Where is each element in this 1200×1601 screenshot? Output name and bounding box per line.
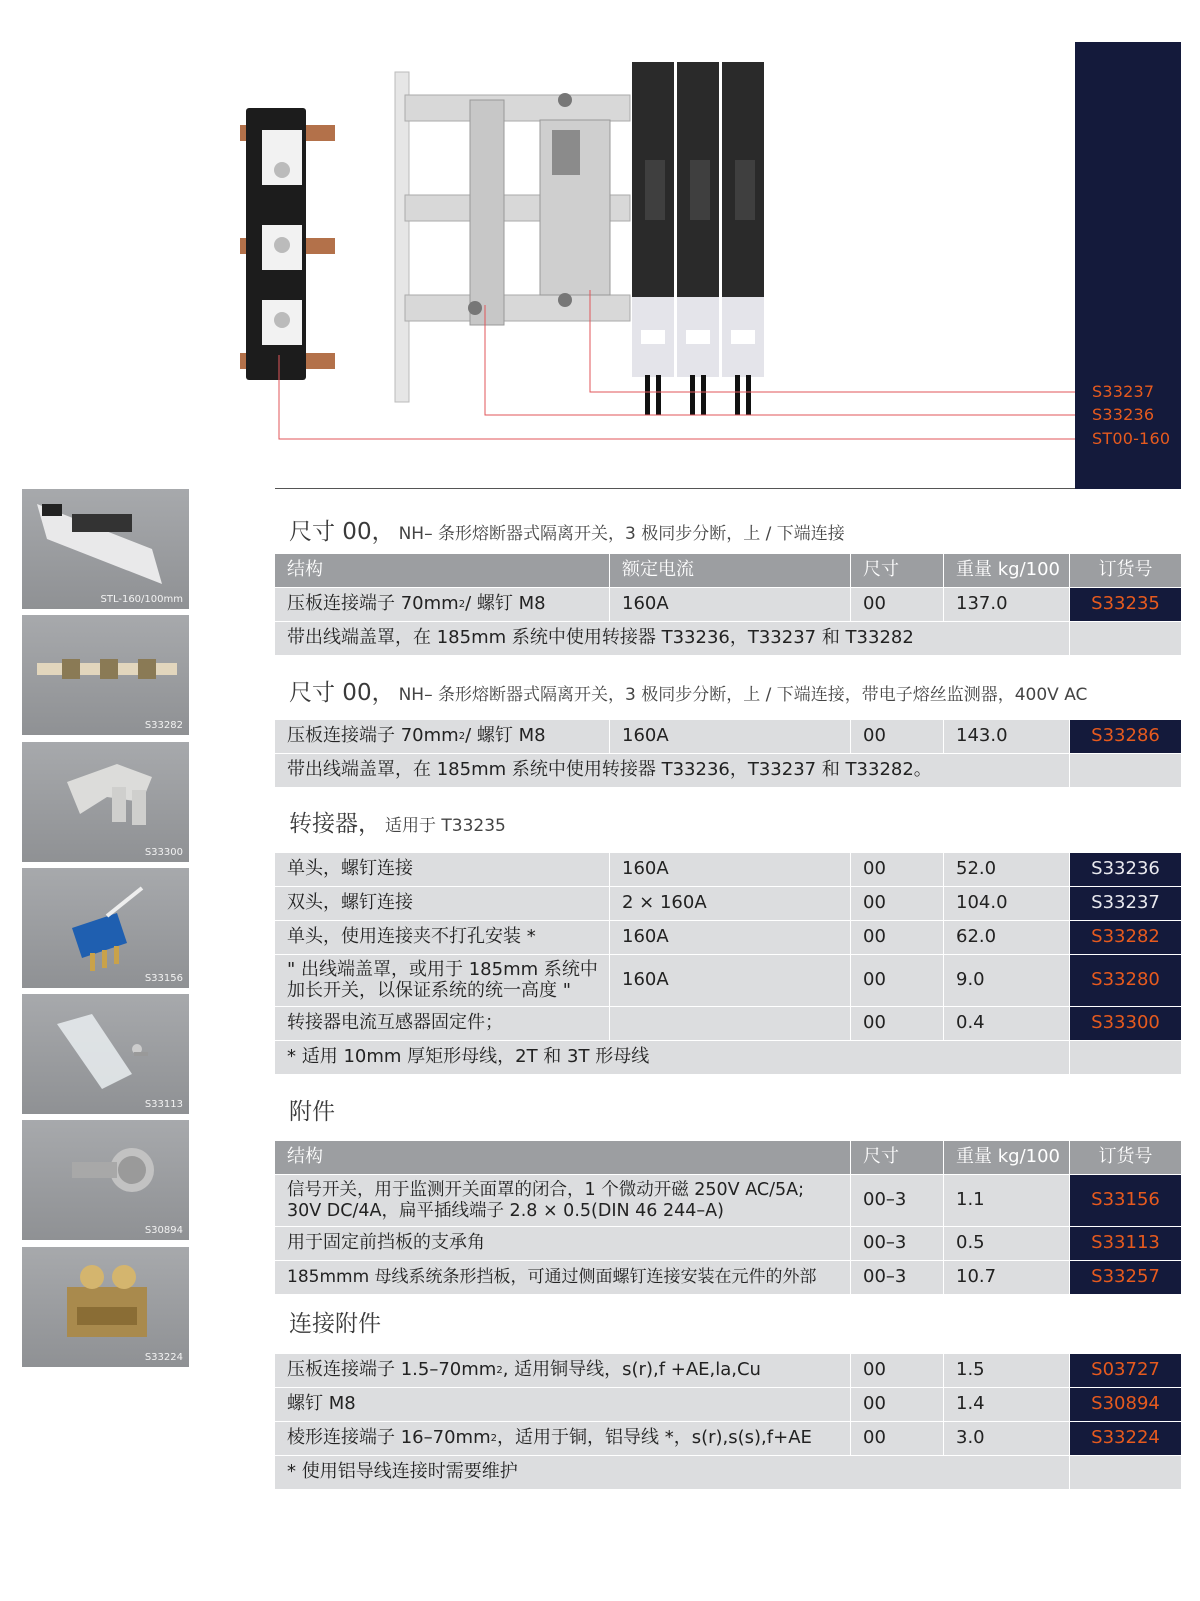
section-title <box>289 1305 381 1338</box>
section-title-text: 转接器， <box>289 811 381 837</box>
cell-weight: 10.7 <box>944 1261 1070 1294</box>
thumbnail-s33282 <box>22 615 189 735</box>
table-row <box>275 1175 1181 1227</box>
header-cell: 尺寸 <box>851 1141 944 1174</box>
cell-order-number: S03727 <box>1070 1354 1181 1387</box>
table-note-row <box>275 1456 1181 1490</box>
cell-order-number: S33235 <box>1070 588 1181 621</box>
cell-order-number: S33236 <box>1070 853 1181 886</box>
cell-size: 00 <box>851 588 944 621</box>
section-title-text: 连接附件 <box>289 1311 381 1337</box>
busbar-adapter-frame-icon <box>395 72 630 402</box>
cell-size: 00–3 <box>851 1261 944 1294</box>
screw-icon <box>22 1120 189 1240</box>
single-fuse-base-icon <box>240 108 335 380</box>
table-row <box>275 720 1181 754</box>
note-text: * 适用 10mm 厚矩形母线，2T 和 3T 形母线 <box>275 1041 1070 1074</box>
thumbnail-caption: S33156 <box>144 972 183 984</box>
section-subtitle: NH– 条形熔断器式隔离开关，3 极同步分断，上 / 下端连接 <box>398 524 845 544</box>
table-header <box>275 554 1181 588</box>
section-subtitle: NH– 条形熔断器式隔离开关，3 极同步分断，上 / 下端连接，带电子熔丝监测器，400V AC <box>398 685 1088 705</box>
note-text: * 使用铝导线连接时需要维护 <box>275 1456 1070 1489</box>
cell-weight: 9.0 <box>944 955 1070 1006</box>
cell-structure: 棱形连接端子 16–70mm 2 ，适用于铜，铝导线 *，s(r),s(s),f+AE <box>275 1422 851 1455</box>
cell-current: 160A <box>610 720 851 753</box>
table-adapters <box>275 853 1181 1075</box>
header-cell: 订货号 <box>1070 554 1181 587</box>
cell-size: 00 <box>851 1388 944 1421</box>
cell-current: 160A <box>610 955 851 1006</box>
section-title <box>289 805 506 838</box>
table-row <box>275 588 1181 622</box>
empty-order-cell <box>1070 1456 1181 1489</box>
table-row <box>275 955 1181 1007</box>
cell-current <box>610 1007 851 1040</box>
cell-order-number: S33286 <box>1070 720 1181 753</box>
clip-rail-icon <box>22 615 189 735</box>
section-title-text: 附件 <box>289 1099 335 1125</box>
cell-order-number: S33237 <box>1070 887 1181 920</box>
triple-fuse-switch-icon <box>632 62 764 415</box>
cell-size: 00 <box>851 921 944 954</box>
table-fuse-switch-monitor <box>275 720 1181 788</box>
section-title <box>289 1093 335 1126</box>
cell-weight: 137.0 <box>944 588 1070 621</box>
cell-size: 00 <box>851 853 944 886</box>
thumbnail-caption: S30894 <box>144 1225 183 1237</box>
cell-order-number: S33300 <box>1070 1007 1181 1040</box>
cell-size: 00–3 <box>851 1227 944 1260</box>
section-title <box>289 674 1087 707</box>
cell-structure: 信号开关，用于监测开关面罩的闭合，1 个微动开磁 250V AC/5A; 30V DC/4A，扁平插线端子 2.8 × 0.5(DIN 46 244–A) <box>275 1175 851 1226</box>
thumbnail-stl-160 <box>22 489 189 609</box>
thumbnail-s33300 <box>22 742 189 862</box>
cell-weight: 3.0 <box>944 1422 1070 1455</box>
cell-weight: 143.0 <box>944 720 1070 753</box>
table-row <box>275 1388 1181 1422</box>
callout-label: S33236 <box>1092 405 1155 424</box>
cell-structure: 压板连接端子 1.5–70mm 2 , 适用铜导线，s(r),f +AE,la,Cu <box>275 1354 851 1387</box>
cell-weight: 0.4 <box>944 1007 1070 1040</box>
cell-weight: 62.0 <box>944 921 1070 954</box>
cell-order-number: S33280 <box>1070 955 1181 1006</box>
busbar-support-icon <box>22 489 189 609</box>
empty-order-cell <box>1070 1041 1181 1074</box>
header-cell: 额定电流 <box>610 554 851 587</box>
divider <box>275 488 1075 489</box>
thumbnail-s33224 <box>22 1247 189 1367</box>
section-title-text: 尺寸 00， <box>289 519 395 545</box>
cell-structure: " 出线端盖罩，或用于 185mm 系统中 加长开关，以保证系统的统一高度 " <box>275 955 610 1006</box>
table-row <box>275 1354 1181 1388</box>
thumbnail-caption: S33113 <box>144 1099 183 1111</box>
cell-order-number: S33156 <box>1070 1175 1181 1226</box>
thumbnail-caption: STL-160/100mm <box>100 594 183 605</box>
transparent-corner-icon <box>22 994 189 1114</box>
accessory-thumbnails <box>22 489 189 1373</box>
cell-size: 00 <box>851 1422 944 1455</box>
table-row <box>275 887 1181 921</box>
thumbnail-s33156 <box>22 868 189 988</box>
header-cell: 重量 kg/100 <box>944 554 1070 587</box>
empty-order-cell <box>1070 754 1181 787</box>
header-cell: 结构 <box>275 554 610 587</box>
cell-structure: 双头，螺钉连接 <box>275 887 610 920</box>
product-illustration <box>0 0 1200 490</box>
table-note-row <box>275 1041 1181 1075</box>
terminal-clamp-icon <box>22 1247 189 1367</box>
fuse-switch-assembly-illustration <box>0 0 1200 490</box>
cell-structure: 螺钉 M8 <box>275 1388 851 1421</box>
cell-weight: 52.0 <box>944 853 1070 886</box>
section-title <box>289 513 845 546</box>
cell-structure: 单头，螺钉连接 <box>275 853 610 886</box>
micro-switch-icon <box>22 868 189 988</box>
cell-current: 160A <box>610 853 851 886</box>
cell-size: 00 <box>851 720 944 753</box>
cell-size: 00 <box>851 887 944 920</box>
header-cell: 结构 <box>275 1141 851 1174</box>
table-note-row <box>275 622 1181 656</box>
table-row <box>275 1261 1181 1295</box>
cell-weight: 1.1 <box>944 1175 1070 1226</box>
callout-label: S33237 <box>1092 382 1155 401</box>
cell-order-number: S33113 <box>1070 1227 1181 1260</box>
cell-weight: 1.4 <box>944 1388 1070 1421</box>
cell-order-number: S30894 <box>1070 1388 1181 1421</box>
cell-size: 00 <box>851 1007 944 1040</box>
section-subtitle: 适用于 T33235 <box>385 816 506 836</box>
table-row <box>275 1422 1181 1456</box>
cell-current: 2 × 160A <box>610 887 851 920</box>
cell-size: 00 <box>851 1354 944 1387</box>
cell-size: 00 <box>851 955 944 1006</box>
thumbnail-caption: S33224 <box>144 1351 183 1363</box>
note-text: 带出线端盖罩，在 185mm 系统中使用转接器 T33236，T33237 和 T33282。 <box>275 754 1070 787</box>
table-fuse-switch <box>275 554 1181 656</box>
note-text: 带出线端盖罩，在 185mm 系统中使用转接器 T33236，T33237 和 T33282 <box>275 622 1070 655</box>
cell-structure: 用于固定前挡板的支承角 <box>275 1227 851 1260</box>
callout-label: ST00-160 <box>1092 429 1171 448</box>
thumbnail-s33113 <box>22 994 189 1114</box>
table-row <box>275 1007 1181 1041</box>
cell-current: 160A <box>610 588 851 621</box>
table-accessories <box>275 1141 1181 1295</box>
empty-order-cell <box>1070 622 1181 655</box>
cell-structure: 单头，使用连接夹不打孔安装 * <box>275 921 610 954</box>
cell-weight: 104.0 <box>944 887 1070 920</box>
cell-order-number: S33224 <box>1070 1422 1181 1455</box>
cell-structure: 压板连接端子 70mm 2 / 螺钉 M8 <box>275 720 610 753</box>
header-cell: 重量 kg/100 <box>944 1141 1070 1174</box>
table-row <box>275 1227 1181 1261</box>
table-header <box>275 1141 1181 1175</box>
cell-size: 00–3 <box>851 1175 944 1226</box>
cell-structure: 185mmm 母线系统条形挡板，可通过侧面螺钉连接安装在元件的外部 <box>275 1261 851 1294</box>
table-row <box>275 921 1181 955</box>
section-title-text: 尺寸 00， <box>289 680 395 706</box>
thumbnail-caption: S33282 <box>144 720 183 732</box>
cell-weight: 1.5 <box>944 1354 1070 1387</box>
table-note-row <box>275 754 1181 788</box>
cell-weight: 0.5 <box>944 1227 1070 1260</box>
header-cell: 尺寸 <box>851 554 944 587</box>
bracket-icon <box>22 742 189 862</box>
cell-current: 160A <box>610 921 851 954</box>
cell-order-number: S33257 <box>1070 1261 1181 1294</box>
table-row <box>275 853 1181 887</box>
cell-structure: 转接器电流互感器固定件； <box>275 1007 610 1040</box>
cell-order-number: S33282 <box>1070 921 1181 954</box>
header-cell: 订货号 <box>1070 1141 1181 1174</box>
thumbnail-s30894 <box>22 1120 189 1240</box>
table-connection-accessories <box>275 1354 1181 1490</box>
cell-structure: 压板连接端子 70mm 2 / 螺钉 M8 <box>275 588 610 621</box>
thumbnail-caption: S33300 <box>144 846 183 858</box>
